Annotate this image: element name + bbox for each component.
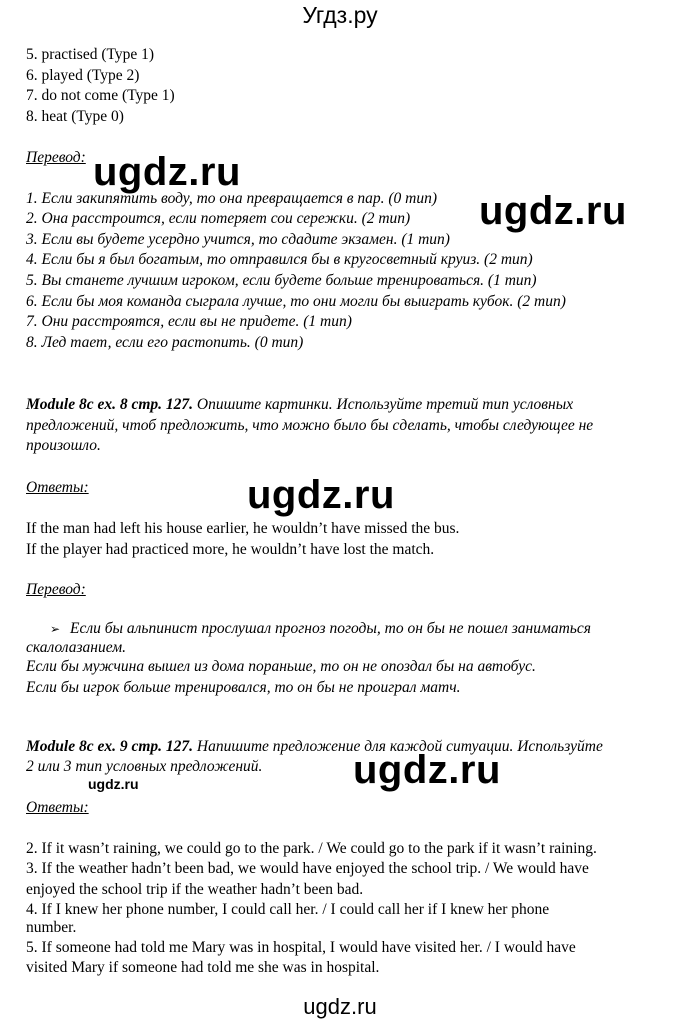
site-title[interactable]: Угдз.ру [302,2,378,28]
exercise-8-ref: Module 8c ex. 8 стр. 127. [26,396,194,413]
translation-label: Перевод: [26,149,86,166]
exercise-8-task-line: произошло. [26,437,101,454]
exercise-9-task-text: Напишите предложение для каждой ситуации. Используйте [196,738,603,755]
answer-line: 6. played (Type 2) [26,67,140,84]
watermark: ugdz.ru [479,189,627,233]
answer-line: number. [26,919,77,936]
translation-line: 4. Если бы я был богатым, то отправился бы в кругосветный круиз. (2 тип) [26,251,533,268]
answer-line: 5. practised (Type 1) [26,46,155,63]
answer-line: If the man had left his house earlier, he wouldn’t have missed the bus. [26,520,460,537]
translation-line: 1. Если закипятить воду, то она превращается в пар. (0 тип) [26,190,438,207]
translation-line: 6. Если бы моя команда сыграла лучше, то они могли бы выиграть кубок. (2 тип) [26,293,566,310]
answers-label: Ответы: [26,479,89,496]
watermark: ugdz.ru [353,748,501,792]
translation-line: 7. Они расстроятся, если вы не придете. (1 тип) [26,313,352,330]
exercise-9-task-line: 2 или 3 тип условных предложений. [26,758,263,775]
answer-line: 5. If someone had told me Mary was in hospital, I would have visited her. / I would have [26,939,576,956]
answer-line: 2. If it wasn’t raining, we could go to the park. / We could go to the park if it wasn’t raining. [26,840,597,857]
exercise-8-task-line: предложений, чтоб предложить, что можно было бы сделать, чтобы следующее не [26,417,594,434]
translation-label: Перевод: [26,581,86,598]
translation-line: 5. Вы станете лучшим игроком, если будете больше тренироваться. (1 тип) [26,272,537,289]
exercise-9-task [26,737,603,757]
answer-line: 7. do not come (Type 1) [26,87,175,104]
answer-line: If the player had practiced more, he wouldn’t have lost the match. [26,541,435,558]
watermark: ugdz.ru [93,150,241,194]
answer-line: enjoyed the school trip if the weather hadn’t been bad. [26,881,364,898]
exercise-8-task-text: Опишите картинки. Используйте третий тип условных [196,396,574,413]
translation-line: 8. Лед тает, если его растопить. (0 тип) [26,334,304,351]
answer-line: visited Mary if someone had told me she was in hospital. [26,959,380,976]
answer-line: 8. heat (Type 0) [26,108,124,125]
exercise-8-task [26,395,573,415]
watermark: ugdz.ru [247,473,395,517]
translation-line: Если бы мужчина вышел из дома пораньше, то он не опоздал бы на автобус. [26,658,536,675]
answer-line: 4. If I knew her phone number, I could call her. / I could call her if I knew her phone [26,901,550,918]
translation-line: 3. Если вы будете усердно учится, то сдадите экзамен. (1 тип) [26,231,450,248]
translation-line: Если бы альпинист прослушал прогноз погоды, то он бы не пошел заниматься [70,620,591,637]
translation-line: Если бы игрок больше тренировался, то он бы не проиграл матч. [26,679,461,696]
site-footer-link[interactable]: ugdz.ru [303,994,377,1019]
answer-line: 3. If the weather hadn’t been bad, we would have enjoyed the school trip. / We would have [26,860,589,877]
exercise-9-ref: Module 8c ex. 9 стр. 127. [26,738,194,755]
watermark: ugdz.ru [88,776,139,792]
answers-label: Ответы: [26,799,89,816]
translation-line: 2. Она расстроится, если потеряет сои сережки. (2 тип) [26,210,411,227]
bullet-arrow-icon: ➢ [50,622,61,636]
translation-line: скалолазанием. [26,639,127,656]
